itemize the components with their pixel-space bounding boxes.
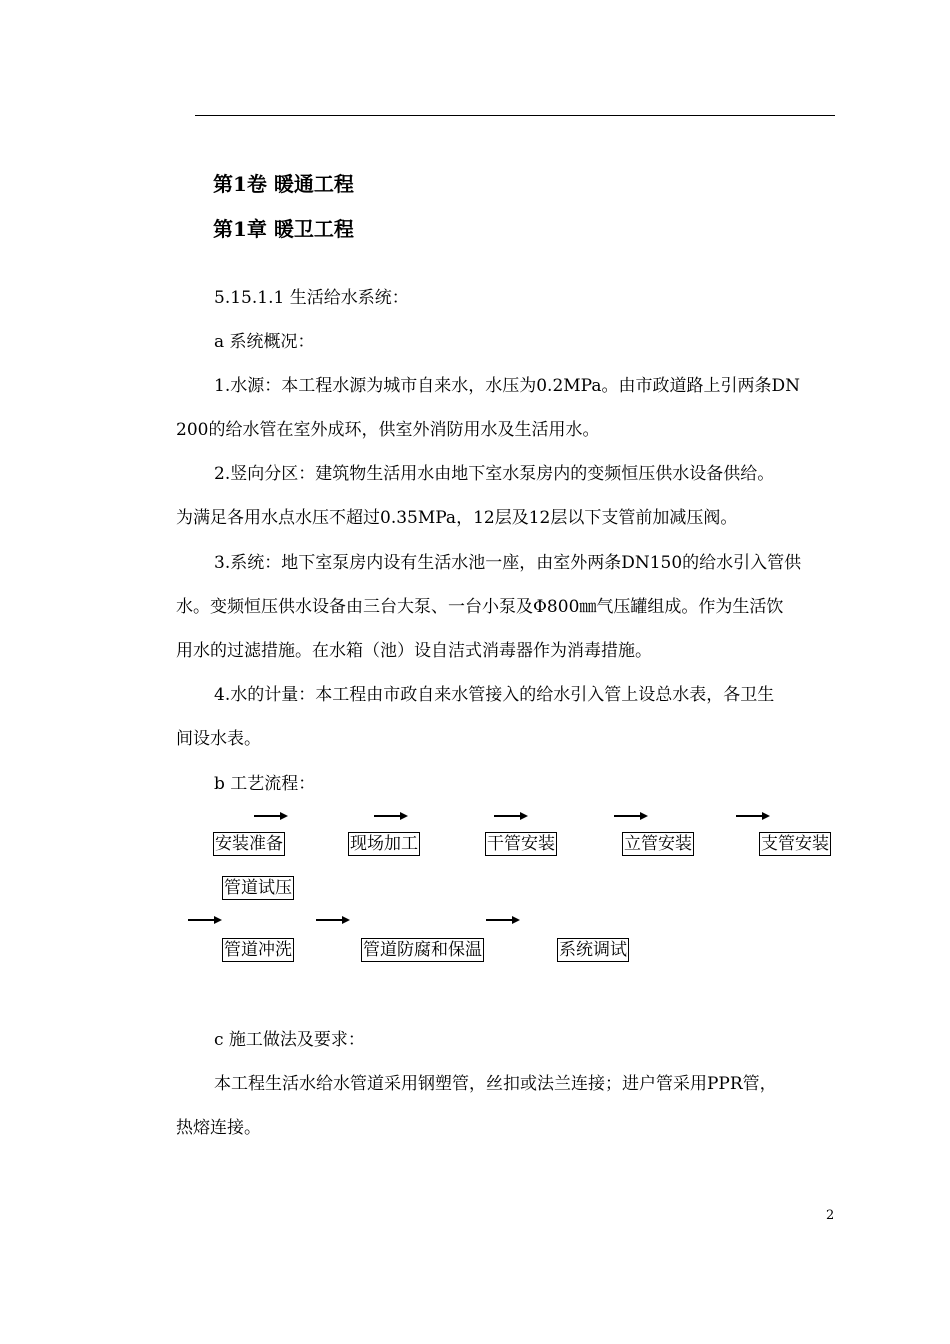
flow-arrow-icon <box>494 811 528 821</box>
subsection-a-title: a 系统概况： <box>214 332 315 352</box>
flow-step-box: 现场加工 <box>350 834 418 854</box>
paragraph-metering-line: 间设水表。 <box>176 729 261 749</box>
flow-arrow-icon <box>254 811 288 821</box>
paragraph-system-line: 水。变频恒压供水设备由三台大泵、一台小泵及Φ800㎜气压罐组成。作为生活饮 <box>176 597 784 617</box>
flow-step-box: 管道防腐和保温 <box>363 940 482 960</box>
flow-arrow-icon <box>486 915 520 925</box>
flow-step-box: 管道冲洗 <box>224 940 292 960</box>
paragraph-zoning-line: 为满足各用水点水压不超过0.35MPa，12层及12层以下支管前加减压阀。 <box>176 508 738 528</box>
flow-arrow-icon <box>736 811 770 821</box>
paragraph-construction-line: 本工程生活水给水管道采用钢塑管，丝扣或法兰连接；进户管采用PPR管， <box>214 1074 777 1094</box>
subsection-c-title: c 施工做法及要求： <box>214 1030 365 1050</box>
flow-step-box: 立管安装 <box>624 834 692 854</box>
flow-arrow-icon <box>188 915 222 925</box>
flow-arrow-icon <box>614 811 648 821</box>
chapter-heading: 第1章 暖卫工程 <box>213 217 354 241</box>
flow-step-box: 系统调试 <box>559 940 627 960</box>
paragraph-system-line: 3.系统：地下室泵房内设有生活水池一座，由室外两条DN150的给水引入管供 <box>214 553 802 573</box>
flow-arrow-icon <box>316 915 350 925</box>
paragraph-construction-line: 热熔连接。 <box>176 1118 261 1138</box>
paragraph-metering-line: 4.水的计量：本工程由市政自来水管接入的给水引入管上设总水表，各卫生 <box>214 685 775 705</box>
page-number: 2 <box>826 1208 835 1223</box>
flow-step-box: 安装准备 <box>215 834 283 854</box>
paragraph-water-source-line: 1.水源：本工程水源为城市自来水，水压为0.2MPa。由市政道路上引两条DN <box>214 376 800 396</box>
header-rule <box>195 115 835 116</box>
flow-step-box: 干管安装 <box>487 834 555 854</box>
flow-step-box: 管道试压 <box>224 878 292 898</box>
paragraph-system-line: 用水的过滤措施。在水箱（池）设自洁式消毒器作为消毒措施。 <box>176 641 652 661</box>
flow-step-box: 支管安装 <box>761 834 829 854</box>
paragraph-water-source-line: 200的给水管在室外成环，供室外消防用水及生活用水。 <box>176 420 600 440</box>
section-title: 5.15.1.1 生活给水系统： <box>214 288 409 308</box>
volume-heading: 第1卷 暖通工程 <box>213 172 354 196</box>
subsection-b-title: b 工艺流程： <box>214 774 316 794</box>
flow-arrow-icon <box>374 811 408 821</box>
paragraph-zoning-line: 2.竖向分区：建筑物生活用水由地下室水泵房内的变频恒压供水设备供给。 <box>214 464 775 484</box>
